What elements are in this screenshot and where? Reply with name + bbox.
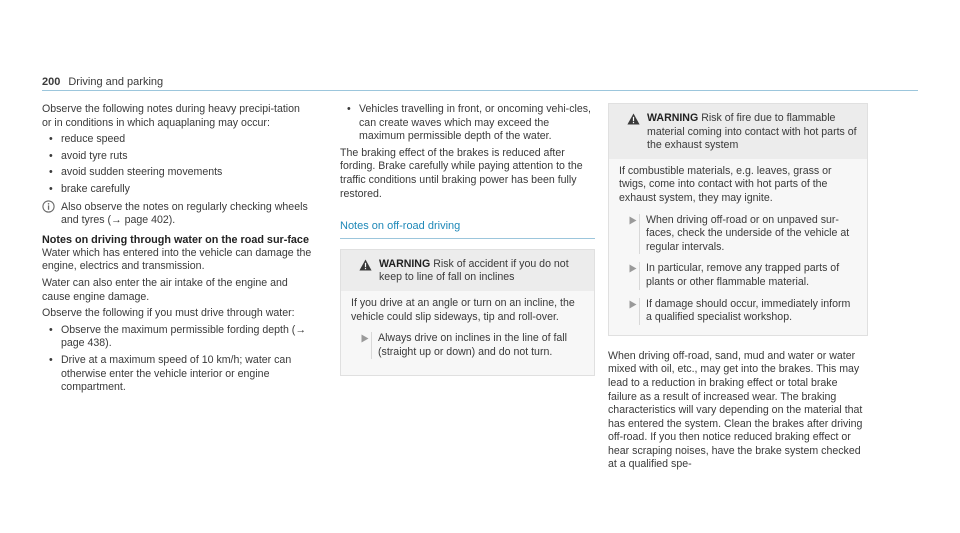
paragraph: Water which has entered into the vehicle can damage the engine, electrics and transmission.: [42, 246, 312, 273]
paragraph: The braking effect of the brakes is reduced after fording. Brake carefully while paying attention to the traffic conditions until braking power has been fully restored.: [340, 146, 583, 200]
list-item: • Vehicles travelling in front, or oncoming vehi-cles, can create waves which may exceed the maximum permissible depth of the water.: [340, 103, 595, 144]
list-item: • brake carefully: [42, 183, 312, 197]
action-text: In particular, remove any trapped parts of plants or other flammable material.: [639, 262, 857, 289]
info-note-text: Also observe the notes on regularly checking wheels and tyres (→ page 402).: [61, 200, 308, 227]
warning-label: WARNING: [647, 112, 699, 124]
warning-header: [609, 104, 867, 159]
warning-text: If combustible materials, e.g. leaves, grass or twigs, come into contact with hot parts of the exhaust system, they may ignite.: [619, 164, 832, 204]
warning-body: [609, 159, 867, 335]
action-text: When driving off-road or on unpaved sur-faces, check the underside of the vehicle at regular intervals.: [639, 214, 857, 255]
subheading-water: Notes on driving through water on the road sur-face: [42, 233, 309, 246]
warning-title: Risk of accident if you do not keep to line of fall on inclines: [379, 257, 569, 284]
list-item: • avoid tyre ruts: [42, 150, 312, 164]
list-item: • reduce speed: [42, 133, 312, 147]
column-2: [340, 103, 595, 376]
warning-title: Risk of fire due to flammable material coming into contact with hot parts of the exhaust system: [647, 112, 857, 152]
page-header: [42, 76, 163, 90]
warning-label: WARNING: [379, 257, 431, 270]
warning-header: [341, 250, 594, 291]
header-rule: [42, 90, 918, 91]
warning-triangle-icon: [619, 112, 647, 153]
warning-triangle-icon: [351, 258, 379, 285]
list-item: • Observe the maximum permissible fording depth (→ page 438).: [42, 324, 312, 351]
offroad-heading: Notes on off-road driving: [340, 220, 595, 239]
page-number: 200: [42, 76, 61, 88]
column-3: [608, 103, 868, 475]
action-text: If damage should occur, immediately inform a qualified specialist workshop.: [639, 298, 857, 325]
warning-body: [341, 291, 594, 375]
intro-paragraph: Observe the following notes during heavy precipi-tation or in conditions in which aquaplaning may occur:: [42, 103, 300, 129]
list-item: • avoid sudden steering movements: [42, 166, 312, 180]
water-list: [42, 324, 312, 395]
warning-box-fire: [608, 103, 868, 336]
precipitation-list: [42, 133, 312, 196]
paragraph: When driving off-road, sand, mud and water or water mixed with oil, etc., may get into the brakes. This may lead to a reduction in braking effect or total brake failure as a result of increased wear. The braking characteristics will vary depending on the material that has entered the system. Clean the brakes after driving off-road. If you then notice reduced braking effect or hear scraping noises, have the brake system checked at a qualified spe-: [608, 349, 863, 471]
info-icon: [42, 200, 61, 228]
paragraph: Water can also enter the air intake of the engine and cause engine damage.: [42, 276, 288, 303]
info-note: [42, 201, 312, 228]
action-item: [619, 262, 857, 289]
action-item: [619, 298, 857, 325]
warning-box-incline: [340, 249, 595, 377]
action-item: [619, 214, 857, 255]
paragraph: Observe the following if you must drive through water:: [42, 307, 295, 320]
action-text: Always drive on inclines in the line of fall (straight up or down) and do not turn.: [371, 332, 584, 359]
warning-text: If you drive at an angle or turn on an incline, the vehicle could slip sideways, tip and roll-over.: [351, 296, 575, 323]
section-title: Driving and parking: [68, 76, 164, 88]
waves-list: [340, 103, 595, 144]
list-item: • Drive at a maximum speed of 10 km/h; water can otherwise enter the vehicle interior or engine compartment.: [42, 354, 312, 395]
action-item: [351, 332, 584, 359]
column-1: [42, 103, 312, 398]
